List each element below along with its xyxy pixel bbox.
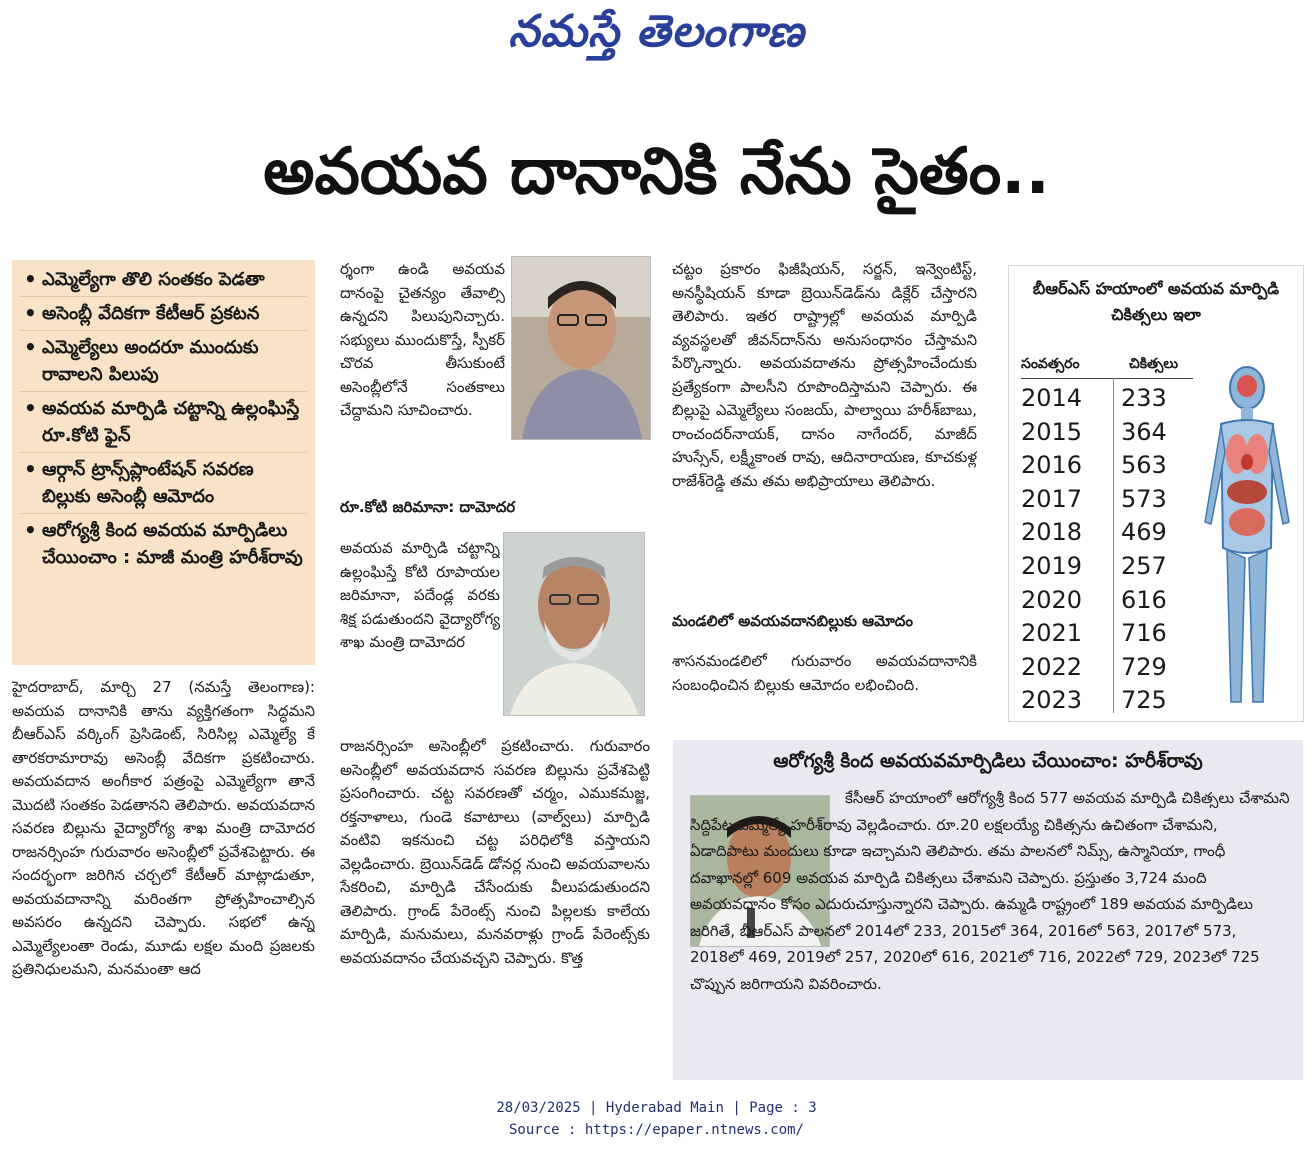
table-title: బీఆర్‌ఎస్ హయాంలో అవయవ మార్పిడి చికిత్సలు ఇలా: [1032, 279, 1280, 324]
highlight-item: • ఎమ్మెల్యేగా తొలి సంతకం పెడతా: [20, 266, 307, 297]
table-row: 2023 725: [1021, 686, 1167, 714]
highlight-item: • అవయవ మార్పిడి చట్టాన్ని ఉల్లంఘిస్తే రూ.కోటి ఫైన్: [20, 395, 307, 453]
table-row: 2020 616: [1021, 586, 1167, 614]
ktr-photo: [511, 256, 651, 440]
anatomy-illustration-icon: [1197, 362, 1297, 714]
article-column-3-bottom: శాసనమండలిలో గురువారం అవయవదానానికి సంబంధించిన బిల్లుకు ఆమోదం లభించింది.: [672, 652, 977, 694]
highlights-box: [12, 260, 315, 665]
masthead-logo: నమస్తే తెలంగాణ: [508, 6, 805, 57]
article-column-2-top: ర్శంగా ఉండి అవయవ దానంపై చైతన్యం తేవాల్సి ఉన్నదని పిలుపునిచ్చారు. సభ్యులు ముందుకొస్తే, స్పీకర్ చొరవ తీసుకుంటే అసెంబ్లీలోనే సంతకాలు చేద్దామని సూచించారు.: [340, 260, 505, 419]
highlight-item: • ఆరోగ్యశ్రీ కింద అవయవ మార్పిడిలు చేయించాం : మాజీ మంత్రి హరీశ్‌రావు: [20, 517, 307, 574]
subhead-council: మండలిలో అవయవదానబిల్లుకు ఆమోదం: [672, 612, 913, 630]
highlight-item: • అసెంబ్లీ వేదికగా కేటీఆర్ ప్రకటన: [20, 300, 307, 331]
article-column-1: హైదరాబాద్, మార్చి 27 (నమస్తే తెలంగాణ): అవయవ దానానికి తాను వ్యక్తిగతంగా సిద్ధమని బీఆర్‌ఎస్ వర్కింగ్ ప్రెసిడెంట్, సిరిసిల్ల ఎమ్మెల్యే కే తారకరామారావు అసెంబ్లీ వేదికగా ప్రకటించారు. అవయవదాన అంగీకార పత్రంపై ఎమ్మెల్యేగా తానే మొదటి సంతకం పెడతానని తెలిపారు. అవయవదాన సవరణ బిల్లును వైద్యారోగ్య శాఖ మంత్రి దామోదర రాజనర్సింహ గురువారం అసెంబ్లీలో ప్రవేశపెట్టారు. ఈ సందర్భంగా జరిగిన చర్చలో కేటీఆర్ మాట్లాడుతూ, అవయవదానాన్ని మరింతగా ప్రోత్సహించాల్సిన అవసరం ఉన్నదని చెప్పారు. సభలో ఉన్న ఎమ్మెల్యేలంతా రెండు, మూడు లక్షల మంది ప్రజలకు ప్రతినిధులమని, మనమంతా ఆద: [12, 678, 315, 978]
highlight-item: • ఎమ్మెల్యేలు అందరూ ముందుకు రావాలని పిలుపు: [20, 334, 307, 392]
table-header-year: సంవత్సరం: [1021, 356, 1080, 372]
table-row: 2022 729: [1021, 653, 1167, 681]
transplant-table: [1008, 265, 1304, 722]
table-row: 2021 716: [1021, 619, 1167, 647]
damodar-photo: [503, 532, 645, 716]
subhead-fine: రూ.కోటి జరిమానా: దామోదర: [340, 498, 516, 516]
table-row: 2016 563: [1021, 451, 1167, 479]
table-row: 2014 233: [1021, 384, 1167, 412]
footer-source-line: Source : https://epaper.ntnews.com/: [508, 1122, 804, 1138]
article-column-2-mid: అవయవ మార్పిడి చట్టాన్ని ఉల్లంఘిస్తే కోటి రూపాయల జరిమానా, పదేండ్ల వరకు శిక్ష పడుతుందని వైద్యారోగ్య శాఖ మంత్రి దామోదర: [340, 539, 500, 651]
box-text: కేసీఆర్ హయాంలో ఆరోగ్యశ్రీ కింద 577 అవయవ మార్పిడి చికిత్సలు చేశామని సిద్దిపేట ఎమ్మెల్యే హరీశ్‌రావు వెల్లడించారు. రూ.20 లక్షలయ్యే చికిత్సను ఉచితంగా చేశామని, ఏడాదిపాటు మందులు కూడా ఇచ్చామని తెలిపారు. తమ పాలనలో నిమ్స్, ఉస్మానియా, గాంధీ దవాఖానల్లో 609 అవయవ మార్పిడి చికిత్సలు చేశామని చెప్పారు. ప్రస్తుతం 3,724 మంది అవయవదానం కోసం ఎదురుచూస్తున్నారని చెప్పారు. ఉమ్మడి రాష్ట్రంలో 189 అవయవ మార్పిడిలు జరిగితే, బీఆర్‌ఎస్ పాలనలో 2014లో 233, 2015లో 364, 2016లో 563, 2017లో 573, 2018లో 469, 2019లో 257, 2020లో 616, 2021లో 716, 2022లో 729, 2023లో 725 చొప్పున జరిగాయని వివరించారు.: [690, 789, 1290, 993]
table-row: 2018 469: [1021, 518, 1167, 546]
article-column-3: చట్టం ప్రకారం ఫిజీషియన్, సర్జన్, ఇన్వెంటిస్ట్, అనస్థీషియన్ కూడా బ్రెయిన్‌డెడ్‌ను డిక్లేర్ చేస్తారని తెలిపారు. ఇతర రాష్ట్రాల్లో అవయవ మార్పిడి వ్యవస్థలతో జీవన్‌దాన్‌ను అనుసంధానం చేస్తామని పేర్కొన్నారు. అవయవదాతను ప్రోత్సహించేందుకు ప్రత్యేకంగా పాలసీని రూపొందిస్తామని చెప్పారు. ఈ బిల్లుపై ఎమ్మెల్యేలు సంజయ్, పాల్వాయి హరీశ్‌బాబు, రాంచందర్‌నాయక్, దానం నాగేందర్, మాజీద్ హుస్సేన్, లక్ష్మీకాంత రావు, ఆదినారాయణ, కూచకుళ్ల రాజేశ్‌రెడ్డి తమ తమ అభిప్రాయాలు తెలిపారు.: [672, 260, 977, 490]
harish-rao-box: [673, 740, 1303, 1080]
table-row: 2015 364: [1021, 418, 1167, 446]
table-row: 2017 573: [1021, 485, 1167, 513]
highlight-item: • ఆర్గాన్ ట్రాన్స్‌ప్లాంటేషన్ సవరణ బిల్లుకు అసెంబ్లీ ఆమోదం: [20, 456, 307, 514]
table-header-rule: [1021, 378, 1193, 379]
headline: అవయవ దానానికి నేను సైతం..: [263, 135, 1050, 209]
table-row: 2019 257: [1021, 552, 1167, 580]
table-header-count: చికిత్సలు: [1129, 356, 1179, 372]
footer-date-line: 28/03/2025 | Hyderabad Main | Page : 3: [496, 1100, 817, 1116]
box-title: ఆరోగ్యశ్రీ కింద అవయవమార్పిడిలు చేయించాం: హరీశ్‌రావు: [773, 750, 1203, 772]
article-column-2-bottom: రాజనర్సింహ అసెంబ్లీలో ప్రకటించారు. గురువారం అసెంబ్లీలో అవయవదాన సవరణ బిల్లును ప్రవేశపెట్టి ప్రసంగించారు. చట్ట సవరణతో చర్మం, ఎముకమజ్జ, రక్తనాళాలు, గుండె కవాటాలు (వాల్వ్‌లు) మార్పిడి వంటివి ఇకనుంచి చట్ట పరిధిలోకి వస్తాయని వెల్లడించారు. బ్రెయిన్‌డెడ్ డోనర్ల నుంచి అవయవాలను సేకరించి, మార్పిడి చేసేందుకు వీలుపడుతుందని తెలిపారు. గ్రాండ్ పేరెంట్స్ నుంచి పిల్లలకు కాలేయ మార్పిడి, మనుమలు, మనవరాళ్లు గ్రాండ్ పేరెంట్స్‌కు అవయవదానం చేయవచ్చని చెప్పారు. కొత్త: [340, 737, 650, 967]
